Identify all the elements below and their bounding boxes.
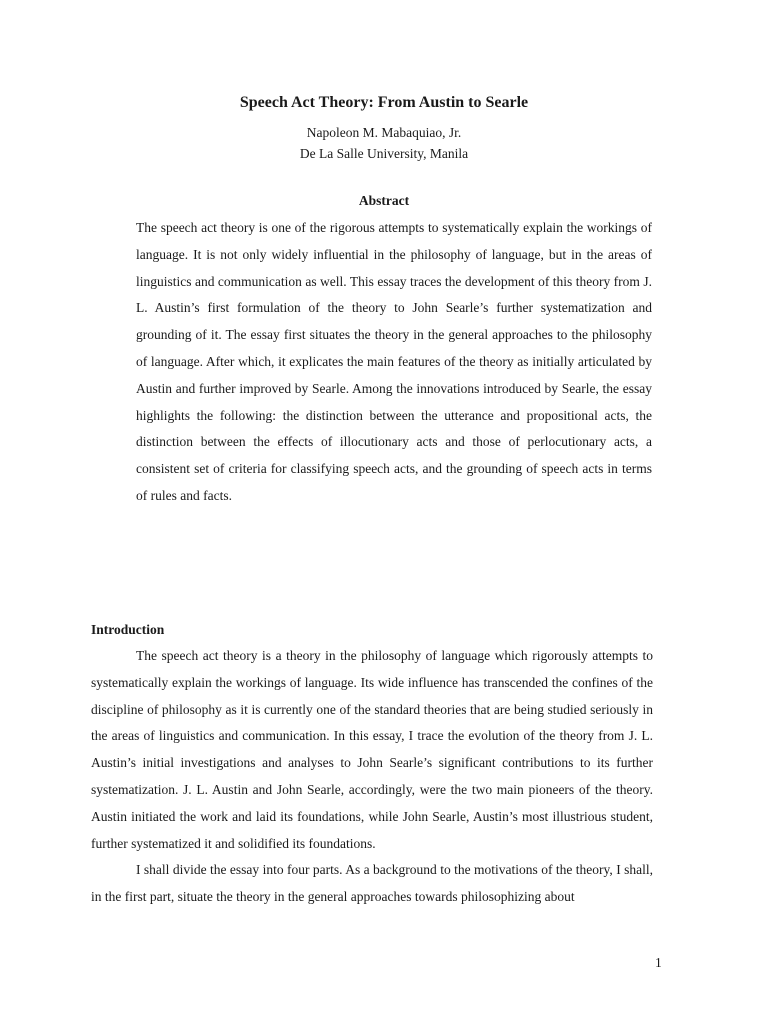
page-number: 1 [655, 955, 662, 970]
introduction-heading: Introduction [91, 622, 165, 637]
paper-title: Speech Act Theory: From Austin to Searle [239, 94, 529, 111]
introduction-paragraph: I shall divide the essay into four parts. As a background to the motivations of the theory, I shall, in the first part, situate the theory in the general approaches towards philosophizing about [91, 862, 653, 905]
author-name: Napoleon M. Mabaquiao, Jr. [306, 125, 462, 140]
abstract-heading: Abstract [358, 193, 410, 208]
introduction-paragraph: The speech act theory is a theory in the philosophy of language which rigorously attempts to systematically explain the workings of language. Its wide influence has transcended the confines of the discipline of philosophy as it is currently one of the standard theories that are being studied seriously in the areas of linguistics and communication. In this essay, I trace the evolution of the theory from J. L. Austin’s initial investigations and analyses to John Searle’s significant contributions to its further systematization. J. L. Austin and John Searle, accordingly, were the two main pioneers of the theory. Austin initiated the work and laid its foundations, while John Searle, Austin’s most illustrious student, further systematized it and solidified its foundations. [91, 648, 653, 851]
abstract-text: The speech act theory is one of the rigorous attempts to systematically explain the workings of language. It is not only widely influential in the philosophy of language, but in the areas of linguistics and communication as well. This essay traces the development of this theory from J. L. Austin’s first formulation of the theory to John Searle’s further systematization and grounding of it. The essay first situates the theory in the general approaches to the philosophy of language. After which, it explicates the main features of the theory as initially articulated by Austin and further improved by Searle. Among the innovations introduced by Searle, the essay highlights the following: the distinction between the utterance and propositional acts, the distinction between the effects of illocutionary acts and those of perlocutionary acts, a consistent set of criteria for classifying speech acts, and the grounding of speech acts in terms of rules and facts. [136, 220, 652, 503]
author-affiliation: De La Salle University, Manila [299, 146, 469, 161]
introduction-body [91, 643, 653, 911]
